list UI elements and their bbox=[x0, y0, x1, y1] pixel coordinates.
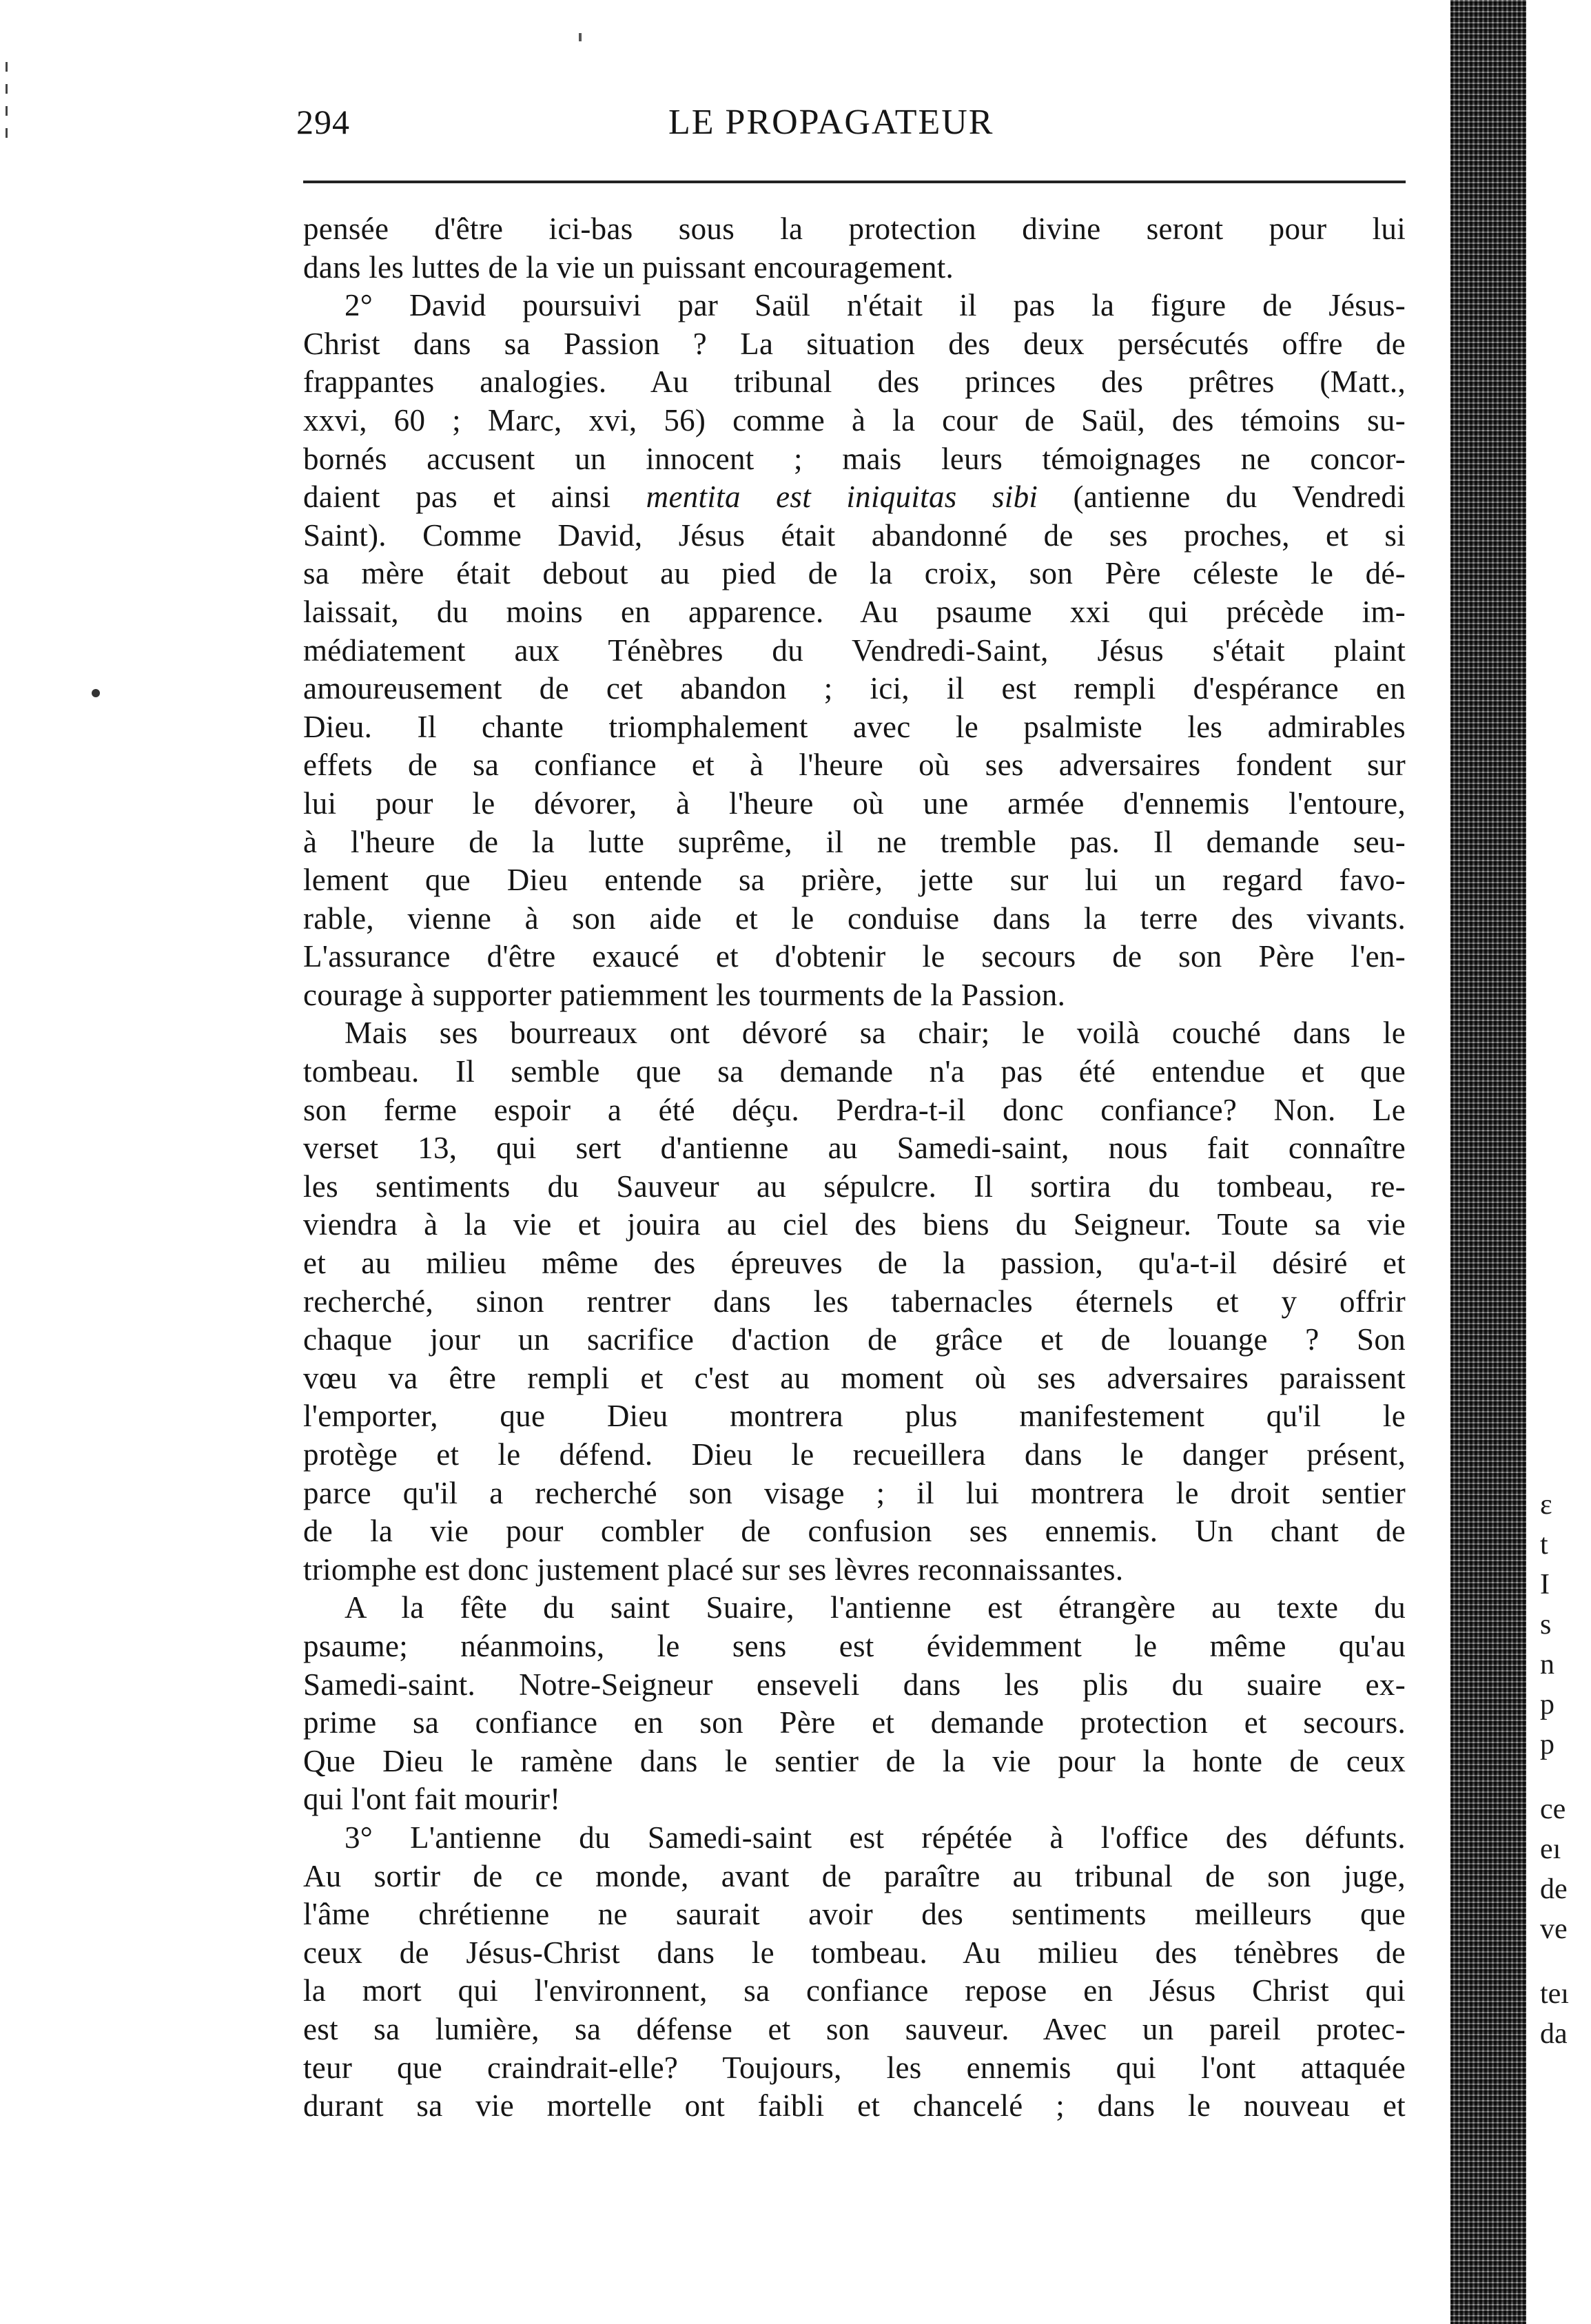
fragment-text: p bbox=[1540, 1689, 1554, 1720]
margin-tick bbox=[6, 106, 8, 116]
fragment-text: teı bbox=[1540, 1978, 1569, 2010]
text-line: de la vie pour combler de confusion ses ennemis. Un chant de bbox=[303, 1514, 1406, 1549]
text-line: teur que craindrait-elle? Toujours, les ennemis qui l'ont attaquée bbox=[303, 2050, 1406, 2085]
text-line: pensée d'être ici-bas sous la protection divine seront pour lui bbox=[303, 212, 1406, 246]
text-line: frappantes analogies. Au tribunal des princes des prêtres (Matt., bbox=[303, 364, 1406, 400]
text-line: chaque jour un sacrifice d'action de grâce et de louange ? Son bbox=[303, 1322, 1406, 1357]
fragment-text: ce bbox=[1540, 1793, 1566, 1825]
text-line: Saint). Comme David, Jésus était abandonné de ses proches, et si bbox=[303, 517, 1406, 553]
fragment-text: eı bbox=[1540, 1833, 1561, 1865]
text-line: 3° L'antienne du Samedi-saint est répétée à l'office des défunts. bbox=[345, 1820, 1406, 1855]
text-line: bornés accusent un innocent ; mais leurs témoignages ne concor- bbox=[303, 441, 1406, 476]
text-line: courage à supporter patiemment les tourments de la Passion. bbox=[303, 977, 1066, 1012]
fragment-text: p bbox=[1540, 1729, 1554, 1760]
header-rule bbox=[303, 181, 1406, 183]
fragment-text: I bbox=[1540, 1569, 1550, 1601]
text-line: à l'heure de la lutte suprême, il ne tremble pas. Il demande seu- bbox=[303, 824, 1406, 859]
text-line: tombeau. Il semble que sa demande n'a pas été entendue et que bbox=[303, 1054, 1406, 1089]
text-line: A la fête du saint Suaire, l'antienne est étrangère au texte du bbox=[345, 1590, 1406, 1625]
text-line: vœu va être rempli et c'est au moment où ses adversaires paraissent bbox=[303, 1360, 1406, 1395]
facing-page-fragments bbox=[1540, 1485, 1591, 2054]
margin-marks bbox=[0, 55, 15, 145]
text-line: la mort qui l'environnent, sa confiance repose en Jésus Christ qui bbox=[303, 1973, 1406, 2008]
margin-tick bbox=[6, 62, 8, 72]
text-line: l'âme chrétienne ne saurait avoir des sentiments meilleurs que bbox=[303, 1897, 1406, 1932]
text-line: daient pas et ainsi mentita est iniquitas sibi (antienne du Vendredi bbox=[303, 480, 1406, 515]
text-line: L'assurance d'être exaucé et d'obtenir le secours de son Père l'en- bbox=[303, 939, 1406, 974]
page-number: 294 bbox=[296, 103, 350, 141]
text-line: Mais ses bourreaux ont dévoré sa chair; le voilà couché dans le bbox=[345, 1016, 1406, 1051]
scan-mark bbox=[579, 33, 582, 41]
running-title: LE PROPAGATEUR bbox=[668, 103, 994, 142]
fragment-text: s bbox=[1540, 1609, 1552, 1641]
fragment-text: n bbox=[1540, 1649, 1554, 1680]
text-line: Dieu. Il chante triomphalement avec le psalmiste les admirables bbox=[303, 709, 1406, 744]
margin-tick bbox=[6, 84, 8, 94]
margin-tick bbox=[6, 128, 8, 138]
text-line: 2° David poursuivi par Saül n'était il pas la figure de Jésus- bbox=[345, 288, 1406, 323]
fragment-text: ve bbox=[1540, 1913, 1568, 1945]
fragment-text: ε bbox=[1540, 1489, 1552, 1521]
text-line: qui l'ont fait mourir! bbox=[303, 1782, 561, 1817]
text-line: effets de sa confiance et à l'heure où ses adversaires fondent sur bbox=[303, 748, 1406, 783]
text-line: dans les luttes de la vie un puissant encouragement. bbox=[303, 249, 954, 285]
text-line: prime sa confiance en son Père et demande protection et secours. bbox=[303, 1705, 1406, 1740]
text-line: Samedi-saint. Notre-Seigneur enseveli dans les plis du suaire ex- bbox=[303, 1667, 1406, 1702]
fragment-text: de bbox=[1540, 1873, 1568, 1905]
binding-shadow bbox=[1450, 0, 1526, 2324]
text-line: amoureusement de cet abandon ; ici, il est rempli d'espérance en bbox=[303, 671, 1406, 706]
body-text bbox=[303, 210, 1406, 2126]
text-line: lui pour le dévorer, à l'heure où une armée d'ennemis l'entoure, bbox=[303, 785, 1406, 821]
text-line: son ferme espoir a été déçu. Perdra-t-il donc confiance? Non. Le bbox=[303, 1092, 1406, 1127]
latin-phrase: mentita est iniquitas sibi bbox=[646, 480, 1038, 515]
text-line: psaume; néanmoins, le sens est évidemment le même qu'au bbox=[303, 1628, 1406, 1663]
page-header bbox=[296, 102, 1399, 157]
text-line: Que Dieu le ramène dans le sentier de la vie pour la honte de ceux bbox=[303, 1743, 1406, 1778]
text-line: ceux de Jésus-Christ dans le tombeau. Au milieu des ténèbres de bbox=[303, 1935, 1406, 1970]
fragment-text: da bbox=[1540, 2018, 1568, 2050]
text-line: verset 13, qui sert d'antienne au Samedi-saint, nous fait connaître bbox=[303, 1131, 1406, 1166]
text-line: sa mère était debout au pied de la croix, son Père céleste le dé- bbox=[303, 556, 1406, 591]
text-line: viendra à la vie et jouira au ciel des biens du Seigneur. Toute sa vie bbox=[303, 1207, 1406, 1242]
text-line: Au sortir de ce monde, avant de paraître au tribunal de son juge, bbox=[303, 1858, 1406, 1893]
text-line: l'emporter, que Dieu montrera plus manifestement qu'il le bbox=[303, 1399, 1406, 1434]
text-line: rable, vienne à son aide et le conduise dans la terre des vivants. bbox=[303, 901, 1406, 936]
text-line: laissait, du moins en apparence. Au psaume xxi qui précède im- bbox=[303, 594, 1406, 629]
text-line: xxvi, 60 ; Marc, xvi, 56) comme à la cour de Saül, des témoins su- bbox=[303, 402, 1406, 438]
text-line: Christ dans sa Passion ? La situation des deux persécutés offre de bbox=[303, 326, 1406, 361]
text-line: triomphe est donc justement placé sur ses lèvres reconnaissantes. bbox=[303, 1552, 1124, 1587]
text-line: et au milieu même des épreuves de la passion, qu'a-t-il désiré et bbox=[303, 1246, 1406, 1281]
fragment-text: t bbox=[1540, 1529, 1548, 1561]
ink-spot bbox=[92, 689, 100, 697]
text-line: lement que Dieu entende sa prière, jette sur lui un regard favo- bbox=[303, 863, 1406, 898]
text-line: les sentiments du Sauveur au sépulcre. Il sortira du tombeau, re- bbox=[303, 1169, 1406, 1204]
text-line: recherché, sinon rentrer dans les tabernacles éternels et y offrir bbox=[303, 1284, 1406, 1319]
text-line: protège et le défend. Dieu le recueillera dans le danger présent, bbox=[303, 1437, 1406, 1472]
text-line: médiatement aux Ténèbres du Vendredi-Saint, Jésus s'était plaint bbox=[303, 633, 1406, 668]
text-line: parce qu'il a recherché son visage ; il lui montrera le droit sentier bbox=[303, 1475, 1406, 1510]
text-line: est sa lumière, sa défense et son sauveur. Avec un pareil protec- bbox=[303, 2011, 1406, 2046]
text-line: durant sa vie mortelle ont faibli et chancelé ; dans le nouveau et bbox=[303, 2088, 1406, 2124]
